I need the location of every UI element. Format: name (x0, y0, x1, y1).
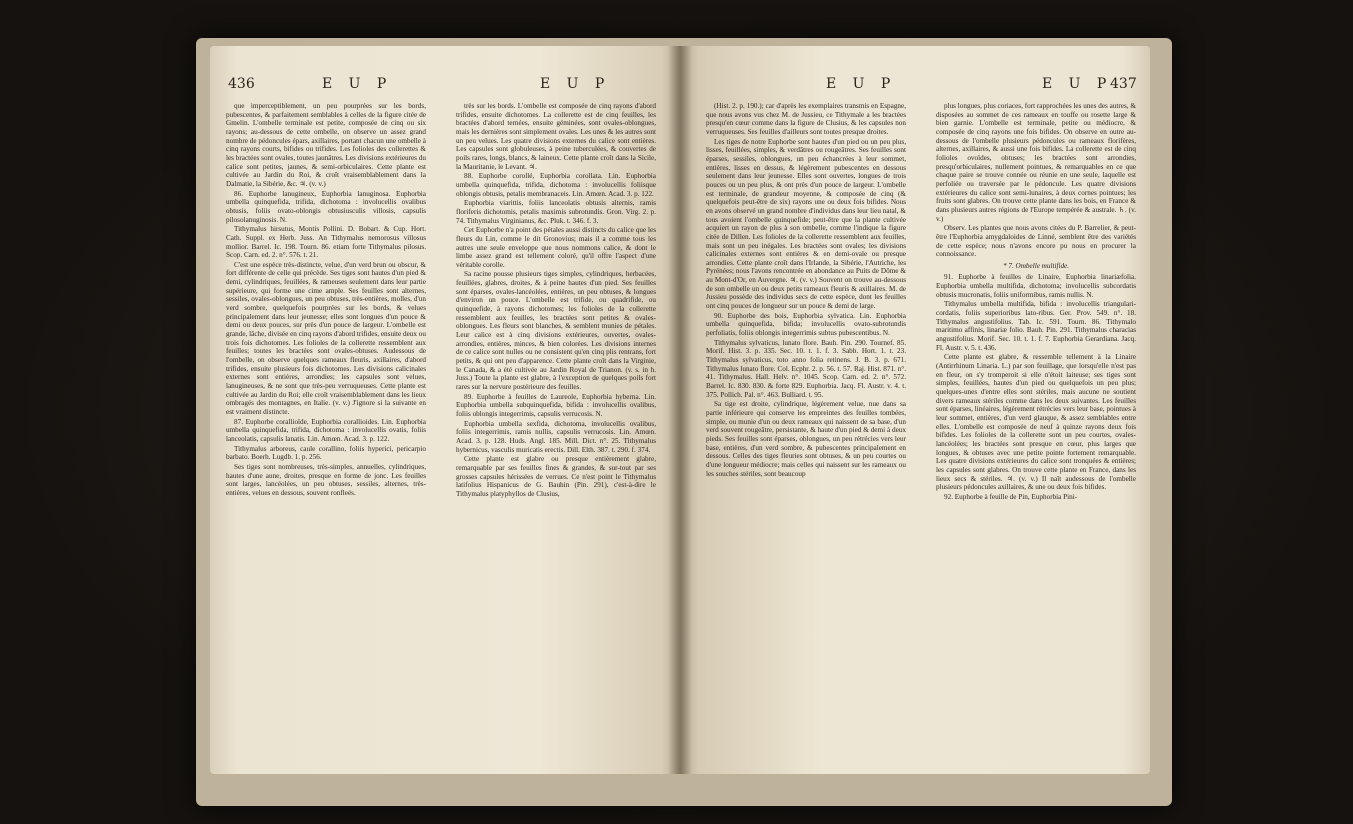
book-gutter (668, 46, 692, 774)
paragraph: Cette plante est glabre ou presque entièrement glabre, remarquable par ses feuilles fines & grandes, & sur-tout par ses grosses capsules hérissées de verrues. Ce n'est point le Tithymalus latifolius Hispanicus de G. Bauhin (Pin. 291), c'est-à-dire le Tithymalus platyphyllos de Clusius, (456, 455, 656, 498)
paragraph: Les tiges de notre Euphorbe sont hautes d'un pied ou un peu plus, lisses, feuillées, simples, & verdâtres ou rougeâtres. Ses feuilles sont éparses, sessiles, oblongues, un peu échancrées à leur sommet, entières, lisses en dessus, & légèrement pubescentes en dessous seulement dans leur jeunesse. Elles sont ouvertes, longues de trois pouces ou un peu plus, & ont près d'un pouce de largeur. L'ombelle est terminale, de grandeur moyenne, & composée de cinq (& quelquefois peut-être de six) rayons une ou deux fois bifides. Nous en avons observé un grand nombre d'individus dans leur lieu natal, & tous avoient l'ombelle quinquefide; peut-être que la plante cultivée acquiert un rayon de plus à son ombelle, comme l'indique la figure citée de Dillen. Les folioles de la collerette ressemblent aux feuilles, mais sont un peu inégales. Les bractées sont ovales; les divisions calicinales externes sont entières & en demi-ovale ou presque arrondies. Cette plante croît dans l'Irlande, la Sibérie, l'Autriche, les Pyrénées; nous l'avons rencontrée en abondance au Puits de Dôme & au Mont-d'Or, en Auvergne. ♃. (v. v.) Souvent on trouve au-dessous de son ombelle un ou deux petits rameaux fleuris & axillaires. M. de Jussieu possède des individus secs de cette espèce, dont les feuilles ont cinq pouces de longueur sur un pouce & demi de large. (706, 137, 906, 311)
right-column-a (706, 102, 906, 764)
paragraph: Ses tiges sont nombreuses, très-simples, annuelles, cylindriques, hautes d'une aune, droites, presque en forme de jonc. Les feuilles sont larges, lancéolées, un peu obtuses, sessiles, alternes, très-entières, velues en dessous, souvent ronfleés. (226, 462, 426, 497)
paragraph: Tithymalus sylvaticus, lunato flore. Bauh. Pin. 290. Tournef. 85. Morif. Hist. 3. p. 335. Sec. 10. t. 1. f. 3. Sabb. Hort. 1. t. 23. Tithymalus sylvaticus, toto anno folia retinens. J. B. 3. p. 671. Tithymalus lunato flore. Col. Ecphr. 2. p. 56. t. 57. Raj. Hist. 871. n°. 41. Tithymalus. Hall. Helv. n°. 1045. Scop. Carn. ed. 2. n°. 572. Barrel. Ic. 830. 830. & forte 829. Euphorbia. Jacq. Fl. Austr. v. 4. t. 375. Pollich. Pal. n°. 463. Bulliard. t. 95. (706, 338, 906, 399)
running-head-left-b: E U P (540, 76, 611, 92)
paragraph: 87. Euphorbe corallioïde, Euphorbia corallioides. Lin. Euphorbia umbella quinquefida, trifida, dichotoma : involucellis ovatis, foliis lanceolatis, capsulis lanatis. Lin. Amœn. Acad. 3. p. 122. (226, 417, 426, 443)
paragraph: Tithymalus hirsutus, Montis Pollini. D. Bobart. & Cup. Hort. Cath. Suppl. ex Herb. Juss. An Tithymalus nemorosus villosus mollior. Barrel. Ic. 198. Tourn. 86. etiam forte Tithymalus pilosus. Scop. Carn. ed. 2. n°. 576. t. 21. (226, 225, 426, 260)
paragraph: Observ. Les plantes que nous avons citées du P. Barrelier, & peut-être l'Euphorbia amygdaloides de Linné, semblent être des variétés de cette espèce; nous n'avons encore pu nous en procurer la connoissance. (936, 224, 1136, 259)
page-number-right: 437 (1110, 76, 1137, 92)
running-head-right-b: E U P (1042, 76, 1113, 92)
page-number-left: 436 (228, 76, 255, 92)
paragraph: très sur les bords. L'ombelle est composée de cinq rayons d'abord trifides, ensuite dichotomes. La collerette est de cinq feuilles, les bractées d'abord ternées, ensuite géminées, sont ovales-oblongues, mais les dernières sont simplement ovales. Les unes & les autres sont un peu velues. Les quatre divisions externes du calice sont entières. Les capsules sont globuleuses, à peine tuberculées, & couvertes de poils rares, longs, blancs, & laineux. Cette plante croît dans la Sicile, la Mauritanie, le Levant. ♃. (456, 102, 656, 171)
paragraph: 90. Euphorbe des bois, Euphorbia sylvatica. Lin. Euphorbia umbella quinquefida, bifida; involucellis ovato-subrotundis perfoliatis, foliis oblongis integerrimis subtus pubescentibus. N. (706, 311, 906, 338)
paragraph: que imperceptiblement, un peu pourprées sur les bords, pubescentes, & parfaitement semblables à celles de la figure citée de Gmelin. L'ombelle terminale est petite, composée de cinq ou six rayons; au-dessous de cette ombelle, on observe un assez grand nombre de pédoncules épars, axillaires, portant chacun une ombelle à cinq rayons courts, bifides ou trifides. Les folioles des collerettes & les bractées sont ovales, toutes jaunâtres. Les divisions extérieures du calice sont petites, jaunes, & semi-orbiculaires. Cette plante est cultivée au Jardin du Roi, & croît vraisemblablement dans la Dalmatie, la Sibérie, &c. ♃. (v. v.) (226, 102, 426, 188)
paragraph: Sa tige est droite, cylindrique, légèrement velue, nue dans sa partie inférieure qui conserve les empreintes des feuilles tombées, simple, ou munie d'un ou deux rameaux qui naissent de sa base, d'un verd souvent rougeâtre, persistante, & haute d'un pied & demi à deux pieds. Ses feuilles sont éparses, oblongues, un peu rétrécies vers leur base, entières, d'un verd sombre, & pubescentes principalement en dessous. Celles des tiges fleuries sont obtuses, & un peu courtes ou d'une longueur médiocre; mais celles qui naissent sur les rameaux ou les souches stériles, sont beaucoup (706, 400, 906, 478)
paragraph: Tithymalus arboreus, caule corallino, foliis hyperici, pericarpio barbato. Boerh. Lugdb. 1. p. 256. (226, 444, 426, 462)
paragraph: Cet Euphorbe n'a point des pétales aussi distincts du calice que les fleurs du Lin, comme le dit Gronovius; mais il a comme tous les autres une seule enveloppe que nous nommons calice, & dont le limbe assez grand est tellement coloré, qu'il offre l'aspect d'une véritable corolle. (456, 226, 656, 269)
left-column-a (226, 102, 426, 764)
paragraph: 91. Euphorbe à feuilles de Linaire, Euphorbia linariæfolia. Euphorbia umbella multifida, dichotoma; involucellis subcordatis obtusis mucronatis, foliis uniformibus, ramis nullis. N. (936, 273, 1136, 299)
paragraph: 86. Euphorbe lanugineux, Euphorbia lanuginosa. Euphorbia umbella quinquefida, trifida, dichotoma : involucellis ovalibus obtusis, foliis ovato-oblongis obtusiusculis villosis, capsulis pilosolanuginosis. N. (226, 189, 426, 224)
paragraph: plus longues, plus coriaces, fort rapprochées les unes des autres, & disposées au sommet de ces rameaux en touffe ou rosette large & bien garnie. L'ombelle est terminale, petite ou médiocre, & composée de cinq rayons une fois bifides. On observe en outre au-dessous de l'ombelle plusieurs pédoncules ou rameaux florifères, alternes, axillaires, & aussi une fois bifides. La collerette est de cinq folioles ovoïdes, obtuses; les bractées sont arrondies, presqu'orbiculaires, nullement pointues, & remarquables en ce que chaque paire se trouve connée ou réunie en une seule, laquelle est perfoliée ou traversée par le pédoncule. Les quatre divisions extérieures du calice sont semi-lunaires, à deux cornes pointues; les fruits sont glabres. On trouve cette plante dans les bois, en France & dans plusieurs autres régions de l'Europe tempérée & australe. ♄. (v. v.) (936, 102, 1136, 223)
left-column-b (456, 102, 656, 764)
left-page (210, 46, 680, 774)
running-head-left-a: E U P (322, 76, 393, 92)
paragraph: 88. Euphorbe corollé, Euphorbia corollata. Lin. Euphorbia umbella quinquefida, trifida, dichotoma : involucellis foliisque oblongis obtusis, petalis membranaceis. Lin. Amœn. Acad. 3. p. 122. (456, 172, 656, 198)
paragraph: (Hist. 2. p. 190.); car d'après les exemplaires transmis en Espagne, que nous avons vus chez M. de Jussieu, ce Tithymale a les bractées presqu'en cœur comme dans la figure de Clusius, & les capsules non verruqueuses. Ses feuilles d'ailleurs sont toutes presque droites. (706, 102, 906, 136)
section-heading: * 7. Ombelle multifide. (1002, 261, 1070, 270)
paragraph: 92. Euphorbe à feuille de Pin, Euphorbia Pini- (944, 492, 1078, 501)
paragraph: C'est une espèce très-distincte, velue, d'un verd brun ou obscur, & fort différente de celle qui précède. Ses tiges sont hautes d'un pied & demi, cylindriques, feuillées, & rameuses seulement dans leur partie supérieure, qui forme une cime ample. Ses feuilles sont alternes, sessiles, ovales-oblongues, un peu obtuses, très-entières, molles, d'un verd sombre, quelquefois pourprées sur les bords, & velues principalement dans leur jeunesse; elles sont longues d'un pouce & demi ou deux pouces, sur près d'un pouce de largeur. L'ombelle est grande, lâche, divisée en cinq rayons d'abord trifides, ensuite deux ou trois fois dichotomes. Les folioles de la collerette ressemblent aux feuilles; toutes les bractées sont ovales-obtuses. Audessous de l'ombelle, on observe quelques rameaux fleuris, axillaires, d'abord trifides, ensuite plusieurs fois dichotomes. Les divisions calicinales externes sont entières, arrondies; les capsules sont velues, lanugineuses, & ne sont que très-peu verruqueuses. Cette plante est cultivée au Jardin du Roi; elle croît vraisemblablement dans les lieux ombragés des montagnes, en Italie. (v. v.) J'ignore si la suivante en est vraiment distincte. (226, 260, 426, 416)
paragraph: Euphorbia umbella sexfida, dichotoma, involucellis ovalibus, foliis integerrimis, ramis nullis, capsulis verrucosis. Lin. Amœn. Acad. 3. p. 128. Huds. Angl. 185. Mill. Dict. n°. 25. Tithymalus hybernicus, vasculis muricatis erectis. Dill. Elth. 387. t. 290. f. 374. (456, 419, 656, 454)
running-head-right-a: E U P (826, 76, 897, 92)
paragraph: Sa racine pousse plusieurs tiges simples, cylindriques, herbacées, feuillées, glabres, droites, & à peine hautes d'un pied. Ses feuilles sont éparses, ovales-lancéolées, entières, un peu obtuses, & longues d'environ un pouce. L'ombelle est trifide, ou quadrifide, ou quinquefide, à rayons dichotomes; les folioles de la collerette ressemblent aux feuilles, les bractées sont petites & ovales-oblongues. Les fleurs sont blanches, & semblent munies de pétales. Leur calice est à cinq divisions extérieures, ouvertes, ovales-arrondies, entières, minces, & bien colorées. Les divisions internes de ce calice sont nulles ou ne consistent qu'en cinq plis rentrans, fort petits, & qui ont peu d'apparence. Cette plante croît dans la Virginie, le Canada, & a été cultivée au Jardin Royal de Trianon. (v. s. in h. Juss.) Toute la plante est glabre, à l'exception de quelques poils fort rares sur la nervure postérieure des feuilles. (456, 270, 656, 391)
right-column-b (936, 102, 1136, 764)
right-page (680, 46, 1150, 774)
paragraph: 89. Euphorbe à feuilles de Laureole, Euphorbia hyberna. Lin. Euphorbia umbella subquinquefida, bifida : involucellis ovalibus, foliis oblongis integerrimis, capsulis verrucosis. N. (456, 392, 656, 418)
paragraph: Tithymalus umbella multifida, bifida : involucellis triangulari-cordatis, foliis superioribus lato-ribus. Ger. Prov. 549. n°. 18. Tithymalus angustifolius. Tab. Ic. 591. Tourn. 86. Tithymalo maritimo affinis, linariæ folio. Bauh. Pin. 291. Tithymalus characias angustifolius. Morif. Sec. 10. t. 1. f. 7. Euphorbia Gerardiana. Jacq. Fl. Austr. v. 5. t. 436. (936, 300, 1136, 352)
paragraph: Cette plante est glabre, & ressemble tellement à la Linaire (Antirrhinum Linaria. L.) par son feuillage, que lorsqu'elle n'est pas en fleur, on s'y tromperoit si elle n'étoit laiteuse; ses tiges sont simples, feuillées, hautes d'un pied ou quelquefois un peu plus; quelques-unes d'entre elles sont stériles, mais aucune ne soutient divers rameaux stériles comme dans les deux suivantes. Les feuilles sont éparses, linéaires, légèrement rétrécies vers leur base, pointues à leur sommet, entières, d'un verd glauque, & assez semblables entre elles. L'ombelle est composée de neuf à quinze rayons deux fois bifides. Les folioles de la collerette sont un peu courtes, ovales-lancéolées; les bractées sont presque en cœur, plus larges que longues, & obtuses avec une petite pointe fortement remarquable. Les quatre divisions extérieures du calice sont tronquées & entières; les capsules sont glabres. On trouve cette plante en France, dans les lieux secs & stériles. ♃. (v. v.) Il naît audessous de l'ombelle plusieurs pédoncules axillaires, & une ou deux fois bifides. (936, 353, 1136, 492)
paragraph: Euphorbia viarittis, foliis lanceolatis obtusis alternis, ramis floriferis dichotomis, petalis maximis subrotundis. Gron. Virg. 2. p. 74. Tithymalus Virginianus, &c. Pluk. t. 346. f. 3. (456, 199, 656, 225)
